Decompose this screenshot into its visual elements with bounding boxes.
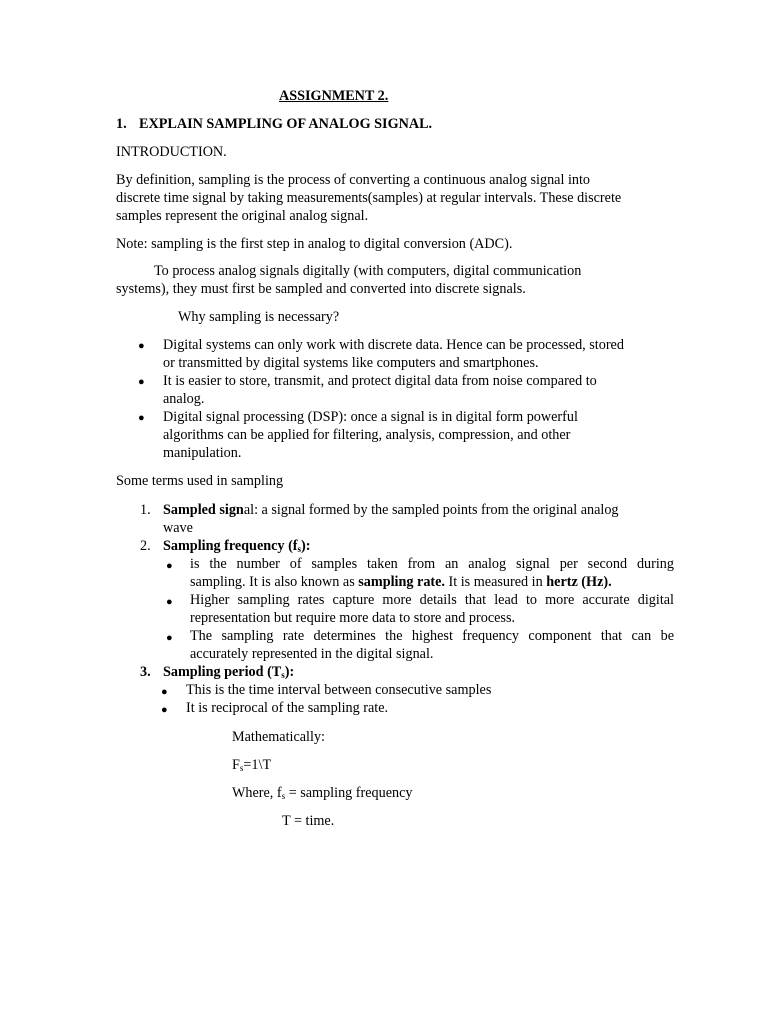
where-prefix: Where, f bbox=[232, 785, 282, 801]
why-heading: Why sampling is necessary? bbox=[178, 309, 340, 325]
why-bullet-line: analog. bbox=[163, 391, 205, 407]
term3-bullet-line: This is the time interval between consecutive samples bbox=[186, 682, 492, 698]
term2-bullet-line: accurately represented in the digital signal. bbox=[190, 646, 434, 662]
bullet-icon: ● bbox=[161, 704, 168, 716]
process-paragraph-line: systems), they must first be sampled and converted into discrete signals. bbox=[116, 281, 526, 297]
term1-label: Sampled sign bbox=[163, 502, 244, 518]
term2-bullet-line: is the number of samples taken from an analog signal per second during bbox=[190, 556, 674, 572]
term2-label-suffix: ): bbox=[301, 538, 311, 554]
term2-text: It is measured in bbox=[444, 574, 547, 590]
term2-label bbox=[163, 537, 311, 555]
why-bullet-line: It is easier to store, transmit, and protect digital data from noise compared to bbox=[163, 373, 597, 389]
term3-label-prefix: Sampling period (T bbox=[163, 664, 282, 680]
process-paragraph-line: To process analog signals digitally (with computers, digital communication bbox=[154, 263, 582, 279]
term1-line: wave bbox=[163, 520, 193, 536]
term2-label-prefix: Sampling frequency (f bbox=[163, 538, 298, 554]
bullet-icon: ● bbox=[166, 632, 173, 644]
term-number: 3. bbox=[140, 664, 151, 680]
where-subscript: s bbox=[281, 791, 286, 801]
question-number: 1. bbox=[116, 116, 127, 132]
term3-bullet-line: It is reciprocal of the sampling rate. bbox=[186, 700, 389, 716]
term-number: 1. bbox=[140, 502, 151, 518]
intro-paragraph-line: By definition, sampling is the process of converting a continuous analog signal into bbox=[116, 172, 591, 188]
formula bbox=[232, 756, 271, 774]
time-definition: T = time. bbox=[282, 813, 335, 829]
term3-label-subscript: s bbox=[281, 670, 285, 680]
formula-subscript: s bbox=[239, 763, 244, 773]
intro-heading: INTRODUCTION. bbox=[116, 144, 227, 160]
term2-bullet-line: The sampling rate determines the highest frequency component that can be bbox=[190, 628, 674, 644]
where-definition: = sampling frequency bbox=[285, 785, 413, 801]
term3-label bbox=[163, 663, 294, 681]
bullet-icon: ● bbox=[161, 686, 168, 698]
terms-heading: Some terms used in sampling bbox=[116, 473, 284, 489]
term1-line bbox=[163, 501, 674, 519]
term2-bullet-line: representation but require more data to store and process. bbox=[190, 610, 516, 626]
why-bullet-line: Digital systems can only work with discrete data. Hence can be processed, stored bbox=[163, 337, 624, 353]
term-number: 2. bbox=[140, 538, 151, 554]
term1-first-line bbox=[163, 501, 619, 519]
why-bullet-line: Digital signal processing (DSP): once a signal is in digital form powerful bbox=[163, 409, 578, 425]
term2-bullet-line: Higher sampling rates capture more details that lead to more accurate digital bbox=[190, 592, 674, 608]
bullet-icon: ● bbox=[138, 376, 145, 388]
why-bullet-line: algorithms can be applied for filtering, analysis, compression, and other bbox=[163, 427, 571, 443]
question-heading: EXPLAIN SAMPLING OF ANALOG SIGNAL. bbox=[139, 116, 433, 132]
intro-paragraph-line: discrete time signal by taking measurements(samples) at regular intervals. These discrete bbox=[116, 190, 622, 206]
term3-label-suffix: ): bbox=[284, 664, 295, 680]
term1-definition: al: a signal formed by the sampled points from the original analog bbox=[243, 502, 619, 518]
bullet-icon: ● bbox=[166, 560, 173, 572]
term2-label-subscript: s bbox=[297, 544, 302, 554]
bullet-icon: ● bbox=[138, 340, 145, 352]
bullet-icon: ● bbox=[166, 596, 173, 608]
term2-bold-text: hertz (Hz). bbox=[546, 574, 612, 590]
math-heading: Mathematically: bbox=[232, 729, 325, 745]
where-line bbox=[232, 784, 413, 802]
intro-paragraph-line: samples represent the original analog signal. bbox=[116, 208, 369, 224]
why-bullet-line: or transmitted by digital systems like computers and smartphones. bbox=[163, 355, 539, 371]
term2-bullet-line bbox=[190, 573, 612, 591]
formula-symbol: F bbox=[232, 757, 240, 773]
document-title: ASSIGNMENT 2. bbox=[279, 88, 389, 104]
bullet-icon: ● bbox=[138, 412, 145, 424]
term2-bold-text: sampling rate. bbox=[358, 574, 445, 590]
note-line: Note: sampling is the first step in analog to digital conversion (ADC). bbox=[116, 236, 513, 252]
term2-text: sampling. It is also known as bbox=[190, 574, 359, 590]
formula-rhs: =1\T bbox=[243, 757, 272, 773]
why-bullet-line: manipulation. bbox=[163, 445, 242, 461]
